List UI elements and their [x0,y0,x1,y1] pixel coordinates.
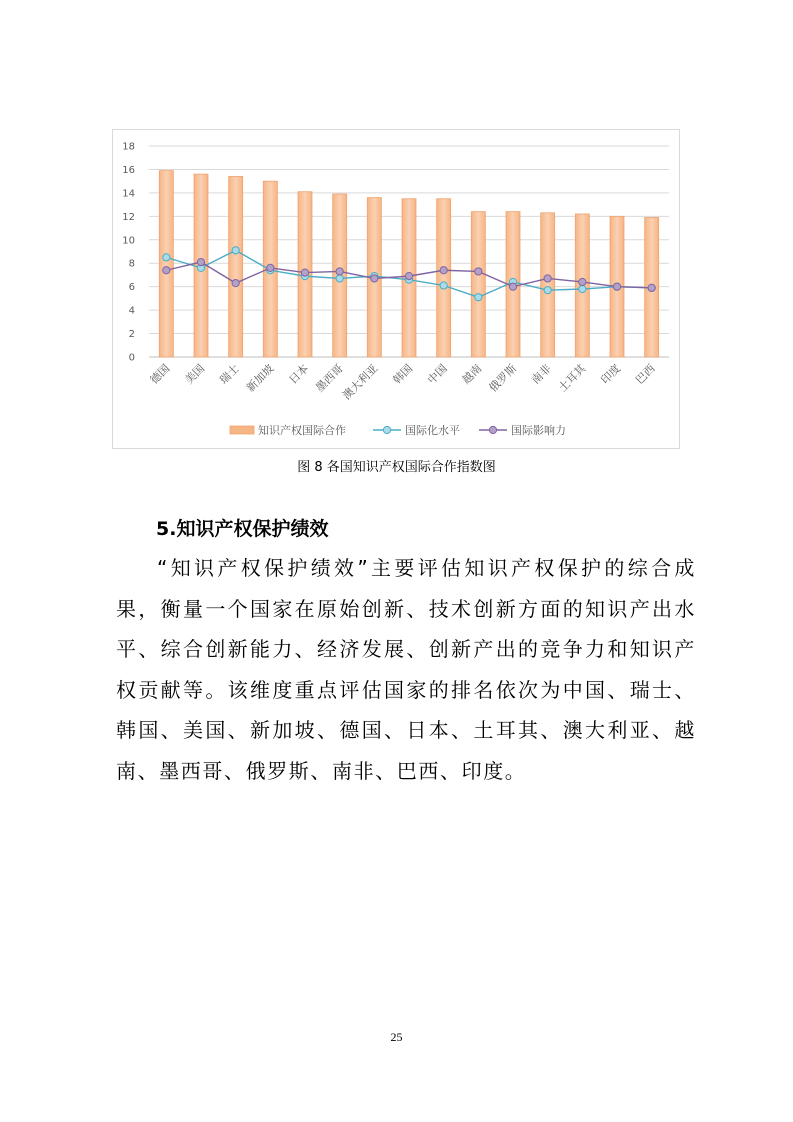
x-tick-label: 美国 [182,361,208,387]
data-point [440,267,447,274]
x-tick-label: 新加坡 [243,361,277,395]
x-tick-label: 瑞士 [217,361,242,387]
bar [471,212,485,357]
body-paragraph: “知识产权保护绩效”主要评估知识产权保护的综合成果，衡量一个国家在原始创新、技术创新方面的知识产出水平、综合创新能力、经济发展、创新产出的竞争力和知识产权贡献等。该维度重点评估国家的排名依次为中国、瑞士、韩国、美国、新加坡、德国、日本、土耳其、澳大利亚、越南、墨西哥、俄罗斯、南非、巴西、印度。 [116,556,696,783]
bar [229,176,243,357]
y-tick-label: 10 [122,235,135,247]
y-tick-label: 18 [122,141,135,153]
legend-marker [383,426,390,433]
x-tick-label: 中国 [425,361,450,387]
x-tick-label: 墨西哥 [313,361,346,395]
x-tick-label: 德国 [147,361,173,387]
legend-label: 国际化水平 [405,424,460,437]
x-tick-label: 南非 [529,361,554,387]
chart [113,130,681,450]
page-number: 25 [390,1030,403,1044]
x-tick-label: 土耳其 [555,361,589,395]
data-point [405,273,412,280]
y-tick-label: 6 [128,282,135,294]
x-tick-label: 巴西 [633,361,658,387]
data-point [267,264,274,271]
legend [230,423,566,437]
y-tick-label: 8 [128,258,135,270]
y-tick-label: 0 [128,352,135,364]
y-tick-label: 4 [128,305,135,317]
legend-swatch [230,426,254,434]
data-point [336,268,343,275]
data-point [336,275,343,282]
bar [541,213,555,357]
y-tick-label: 14 [122,188,135,200]
data-point [509,283,516,290]
figure-caption: 图 8 各国知识产权国际合作指数图 [297,460,496,475]
data-point [544,275,551,282]
legend-marker [489,426,496,433]
y-tick-label: 12 [122,211,135,223]
data-point [232,280,239,287]
y-axis-ticks [122,142,135,364]
bar [159,171,173,357]
data-point [579,278,586,285]
x-tick-label: 日本 [286,361,312,387]
data-point [163,267,170,274]
data-point [613,283,620,290]
x-tick-label: 印度 [598,361,624,387]
section-title: 5.知识产权保护绩效 [156,518,329,540]
data-point [648,284,655,291]
data-point [232,247,239,254]
legend-label: 知识产权国际合作 [258,424,346,437]
data-point [197,258,204,265]
x-axis-ticks [148,361,658,403]
x-tick-label: 越南 [459,361,485,387]
legend-label: 国际影响力 [511,424,566,437]
data-point [579,285,586,292]
data-point [440,282,447,289]
x-tick-label: 澳大利亚 [340,361,381,403]
data-point [301,269,308,276]
y-tick-label: 16 [122,164,135,176]
y-tick-label: 2 [128,329,135,341]
data-point [163,254,170,261]
x-tick-label: 俄罗斯 [486,361,520,395]
bar [437,199,451,357]
x-tick-label: 韩国 [390,361,416,387]
bars [159,171,658,357]
data-point [475,294,482,301]
data-point [371,275,378,282]
data-point [475,268,482,275]
data-point [544,287,551,294]
chart-container [112,129,680,449]
